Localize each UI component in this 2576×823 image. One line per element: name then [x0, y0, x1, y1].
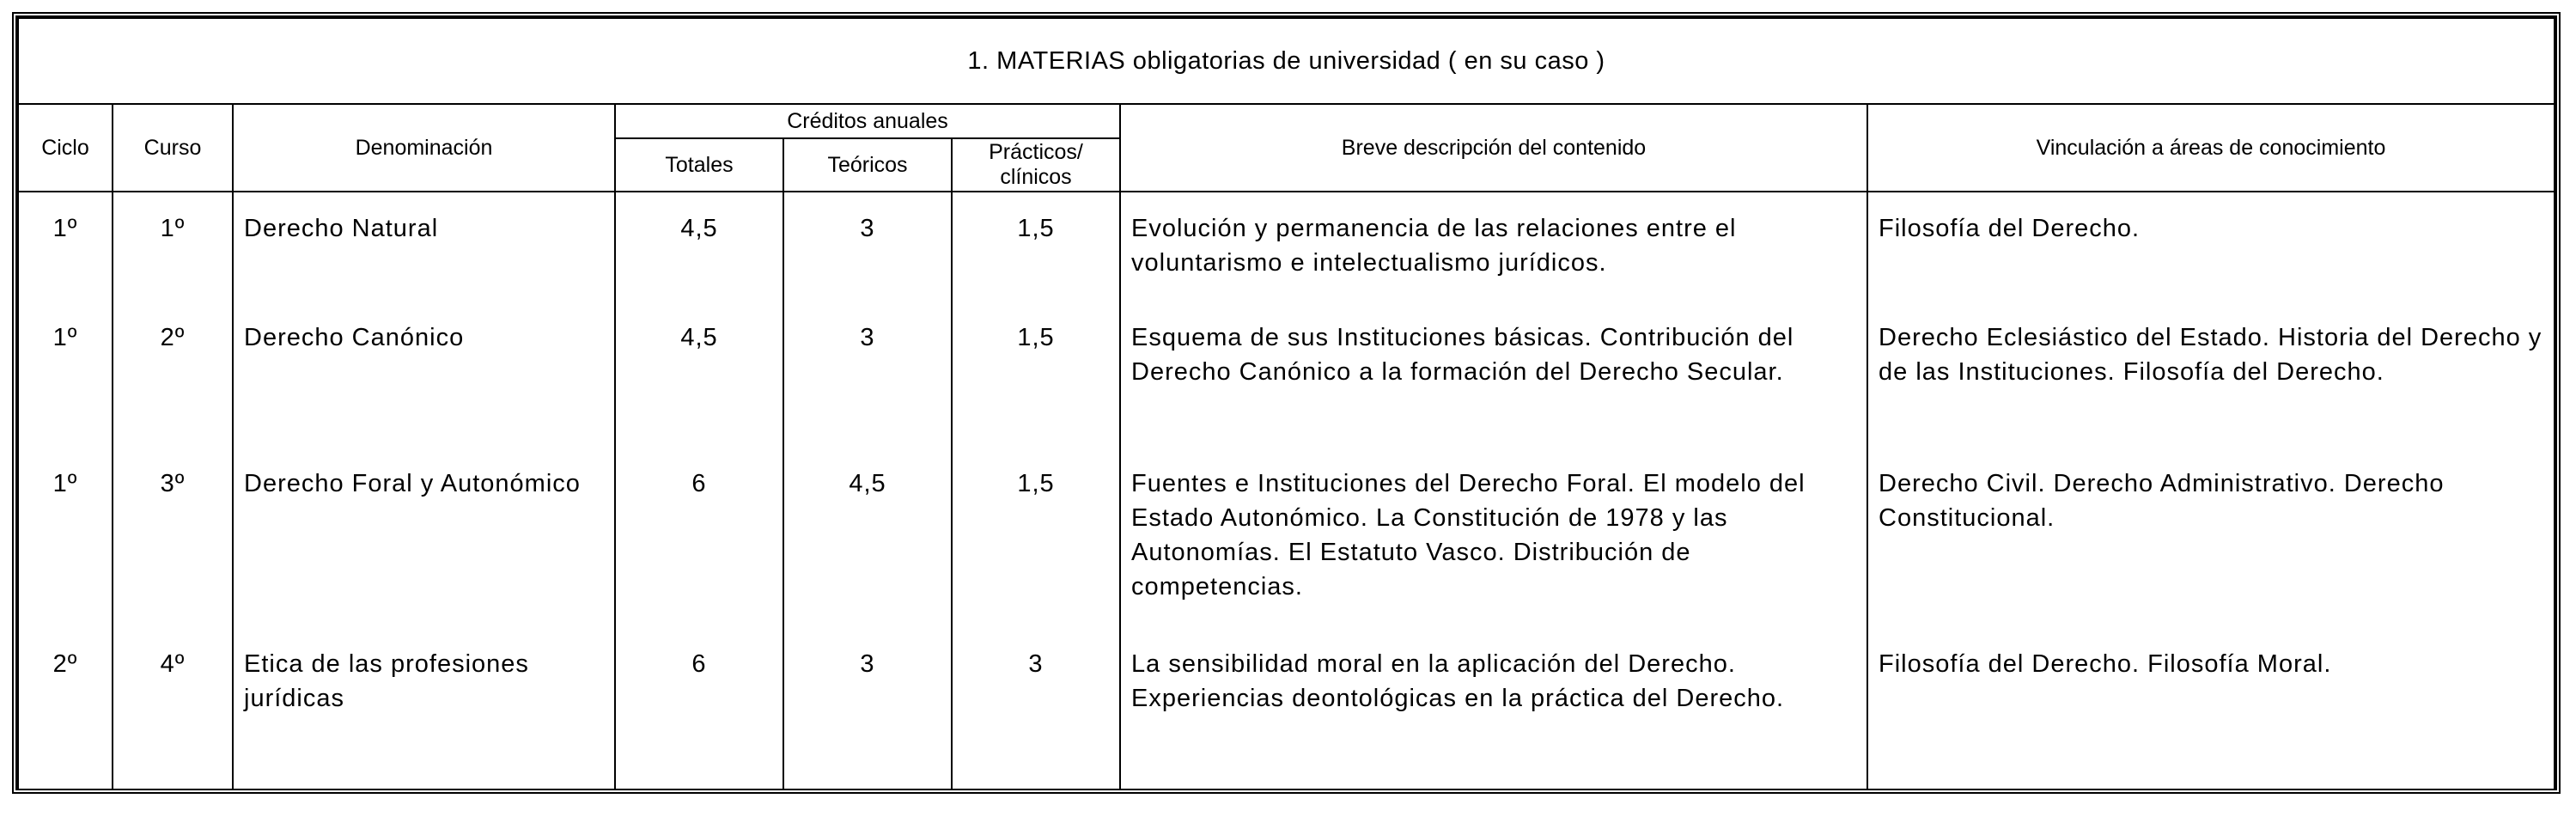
cell-curso: 3º — [113, 449, 233, 630]
table-title: 1. MATERIAS obligatorias de universidad ( en su caso ) — [18, 18, 2555, 104]
cell-vinculacion: Filosofía del Derecho. Filosofía Moral. — [1867, 630, 2555, 789]
header-totales: Totales — [615, 138, 783, 192]
cell-teoricos: 4,5 — [783, 449, 952, 630]
cell-denominacion: Derecho Natural — [233, 192, 615, 303]
header-creditos-anuales: Créditos anuales — [615, 104, 1120, 138]
cell-curso: 1º — [113, 192, 233, 303]
header-vinculacion: Vinculación a áreas de conocimiento — [1867, 104, 2555, 192]
materias-table — [17, 17, 2555, 789]
cell-denominacion: Derecho Foral y Autonómico — [233, 449, 615, 630]
cell-practicos: 1,5 — [952, 192, 1120, 303]
document-frame — [12, 12, 2561, 794]
header-curso: Curso — [113, 104, 233, 192]
table-row — [18, 192, 2555, 303]
cell-denominacion: Etica de las profesiones jurídicas — [233, 630, 615, 789]
cell-ciclo: 1º — [18, 449, 113, 630]
cell-totales: 6 — [615, 449, 783, 630]
table-row — [18, 449, 2555, 630]
cell-totales: 6 — [615, 630, 783, 789]
cell-totales: 4,5 — [615, 303, 783, 449]
cell-descripcion: Fuentes e Instituciones del Derecho Foral. El modelo del Estado Autonómico. La Constitución de 1978 y las Autonomías. El Estatuto Vasco. Distribución de competencias. — [1120, 449, 1867, 630]
cell-ciclo: 1º — [18, 303, 113, 449]
cell-curso: 4º — [113, 630, 233, 789]
cell-denominacion: Derecho Canónico — [233, 303, 615, 449]
cell-vinculacion: Derecho Eclesiástico del Estado. Historia del Derecho y de las Instituciones. Filosofía del Derecho. — [1867, 303, 2555, 449]
header-ciclo: Ciclo — [18, 104, 113, 192]
cell-vinculacion: Derecho Civil. Derecho Administrativo. Derecho Constitucional. — [1867, 449, 2555, 630]
cell-descripcion: Evolución y permanencia de las relaciones entre el voluntarismo e intelectualismo jurídicos. — [1120, 192, 1867, 303]
cell-totales: 4,5 — [615, 192, 783, 303]
header-denominacion: Denominación — [233, 104, 615, 192]
cell-practicos: 1,5 — [952, 303, 1120, 449]
cell-teoricos: 3 — [783, 192, 952, 303]
table-row — [18, 630, 2555, 789]
cell-descripcion: Esquema de sus Instituciones básicas. Contribución del Derecho Canónico a la formación del Derecho Secular. — [1120, 303, 1867, 449]
cell-ciclo: 1º — [18, 192, 113, 303]
cell-teoricos: 3 — [783, 630, 952, 789]
header-descripcion: Breve descripción del contenido — [1120, 104, 1867, 192]
cell-ciclo: 2º — [18, 630, 113, 789]
cell-curso: 2º — [113, 303, 233, 449]
table-row — [18, 303, 2555, 449]
cell-vinculacion: Filosofía del Derecho. — [1867, 192, 2555, 303]
cell-practicos: 3 — [952, 630, 1120, 789]
header-practicos: Prácticos/ clínicos — [952, 138, 1120, 192]
cell-descripcion: La sensibilidad moral en la aplicación del Derecho. Experiencias deontológicas en la práctica del Derecho. — [1120, 630, 1867, 789]
cell-teoricos: 3 — [783, 303, 952, 449]
header-teoricos: Teóricos — [783, 138, 952, 192]
cell-practicos: 1,5 — [952, 449, 1120, 630]
